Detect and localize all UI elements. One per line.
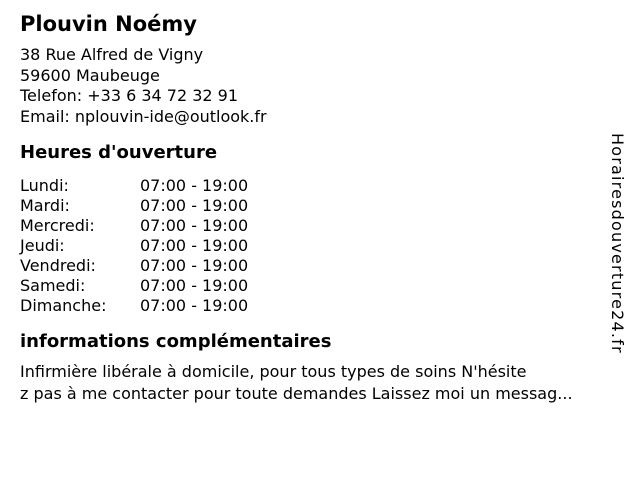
- day-label: Mardi:: [20, 196, 70, 215]
- address-line-1: 38 Rue Alfred de Vigny: [20, 45, 204, 64]
- info-text-line-2: z pas à me contacter pour toute demandes Laissez moi un messag...: [20, 384, 573, 403]
- email-line: Email: nplouvin-ide@outlook.fr: [20, 106, 267, 126]
- main-content: [20, 12, 604, 405]
- table-row-friday: [20, 256, 604, 276]
- address-line-2: 59600 Maubeuge: [20, 65, 160, 85]
- day-time: 07:00 - 19:00: [140, 276, 249, 295]
- day-label: Jeudi:: [20, 236, 65, 255]
- table-row-sunday: [20, 296, 604, 316]
- day-label: Vendredi:: [20, 256, 96, 275]
- info-text-line-1: Infirmière libérale à domicile, pour tous types de soins N'hésite: [20, 362, 527, 381]
- table-row-thursday: [20, 236, 604, 256]
- day-label: Lundi:: [20, 176, 69, 195]
- contact-block: [20, 45, 604, 127]
- day-time: 07:00 - 19:00: [140, 256, 249, 275]
- hours-heading: Heures d'ouverture: [20, 142, 218, 163]
- table-row-tuesday: [20, 196, 604, 216]
- additional-info-paragraph: [20, 361, 604, 405]
- phone-line: Telefon: +33 6 34 72 32 91: [20, 86, 239, 105]
- table-row-saturday: [20, 276, 604, 296]
- page-title: Plouvin Noémy: [20, 12, 197, 36]
- day-time: 07:00 - 19:00: [140, 216, 249, 235]
- day-time: 07:00 - 19:00: [140, 176, 249, 195]
- opening-hours-table: [20, 176, 604, 316]
- table-row-wednesday: [20, 216, 604, 236]
- table-row-monday: [20, 176, 604, 196]
- day-label: Dimanche:: [20, 296, 107, 315]
- site-watermark-vertical-text: Horairesdouverture24.fr: [608, 133, 627, 354]
- day-label: Samedi:: [20, 276, 86, 295]
- day-label: Mercredi:: [20, 216, 95, 235]
- additional-info-heading: informations complémentaires: [20, 331, 332, 352]
- day-time: 07:00 - 19:00: [140, 236, 249, 255]
- day-time: 07:00 - 19:00: [140, 296, 249, 315]
- day-time: 07:00 - 19:00: [140, 196, 249, 215]
